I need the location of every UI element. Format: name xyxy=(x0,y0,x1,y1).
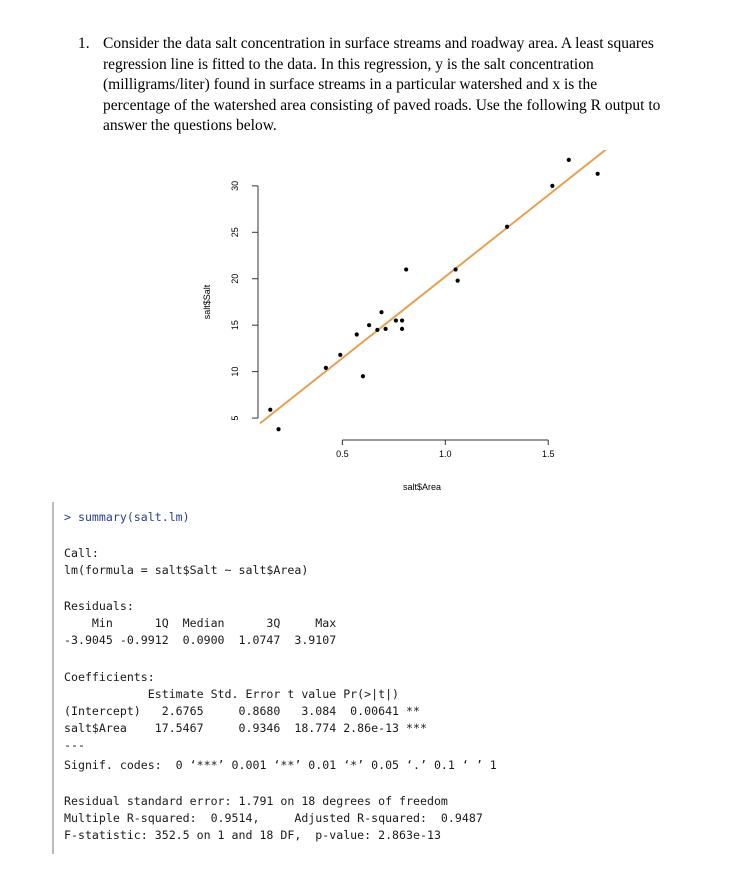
coefficients-label: Coefficients: xyxy=(64,670,155,684)
residuals-values: -3.9045 -0.9912 0.0900 1.0747 3.9107 xyxy=(64,633,344,647)
y-tick-label: 20 xyxy=(230,273,240,284)
y-tick-label: 10 xyxy=(230,366,240,377)
data-point xyxy=(400,318,404,322)
data-point xyxy=(383,327,387,331)
x-tick-label: 1.5 xyxy=(541,449,555,459)
coefficients-header: Estimate Std. Error t value Pr(>|t|) xyxy=(64,687,427,701)
question-line: regression line is fitted to the data. In this regression, y is the salt concentration xyxy=(103,55,594,73)
r-command: > summary(salt.lm) xyxy=(64,510,190,524)
data-point xyxy=(375,328,379,332)
data-points xyxy=(268,158,600,432)
question-line: percentage of the watershed area consisting of paved roads. Use the following R output to xyxy=(103,96,661,114)
coefficient-row-area: salt$Area 17.5467 0.9346 18.774 2.86e-13 *** xyxy=(64,721,427,735)
data-point xyxy=(268,408,272,412)
data-point xyxy=(338,353,342,357)
separator-dashes: --- xyxy=(64,738,85,752)
residuals-header: Min 1Q Median 3Q Max xyxy=(64,616,344,630)
residual-standard-error: Residual standard error: 1.791 on 18 degrees of freedom xyxy=(64,794,448,808)
signif-codes: Signif. codes: 0 ‘***’ 0.001 ‘**’ 0.01 ‘*’ 0.05 ‘.’ 0.1 ‘ ’ 1 xyxy=(64,758,497,772)
coefficient-row-intercept: (Intercept) 2.6765 0.8680 3.084 0.00641 ** xyxy=(64,704,427,718)
call-formula: lm(formula = salt$Salt ~ salt$Area) xyxy=(64,563,309,577)
data-point xyxy=(567,158,571,162)
scatter-plot xyxy=(180,150,620,500)
data-point xyxy=(394,318,398,322)
r-squared: Multiple R-squared: 0.9514, Adjusted R-squared: 0.9487 xyxy=(64,811,490,825)
question-line: answer the questions below. xyxy=(103,117,277,134)
data-point xyxy=(379,310,383,314)
x-tick-label: 1.0 xyxy=(439,449,452,459)
data-point xyxy=(404,267,408,271)
data-point xyxy=(456,279,460,283)
data-point xyxy=(596,172,600,176)
y-tick-label: 5 xyxy=(230,415,240,421)
data-point xyxy=(355,332,359,336)
data-point xyxy=(361,374,365,378)
x-axis-label: salt$Area xyxy=(402,482,442,492)
question-line: Consider the data salt concentration in surface streams and roadway area. A least squares xyxy=(103,35,654,52)
y-tick-label: 30 xyxy=(230,180,240,191)
data-point xyxy=(324,366,328,370)
data-point xyxy=(276,427,280,431)
call-label: Call: xyxy=(64,546,99,560)
y-tick-label: 15 xyxy=(230,320,240,331)
data-point xyxy=(453,267,457,271)
data-point xyxy=(505,225,509,229)
f-statistic: F-statistic: 352.5 on 1 and 18 DF, p-value: 2.863e-13 xyxy=(64,828,441,842)
question-number: 1. xyxy=(78,35,90,52)
data-point xyxy=(367,323,371,327)
data-point xyxy=(550,184,554,188)
regression-line xyxy=(260,150,610,423)
y-tick-label: 25 xyxy=(230,227,240,238)
y-axis-label: salt$Salt xyxy=(202,284,212,320)
question-line: (milligrams/liter) found in surface streams in a particular watershed and x is the xyxy=(103,76,598,93)
residuals-label: Residuals: xyxy=(64,599,134,613)
y-axis xyxy=(230,181,258,421)
question-block xyxy=(78,34,718,137)
r-output-console xyxy=(52,502,734,854)
x-tick-label: 0.5 xyxy=(336,449,349,459)
x-axis xyxy=(336,440,554,459)
data-point xyxy=(400,327,404,331)
question-text xyxy=(103,34,718,137)
